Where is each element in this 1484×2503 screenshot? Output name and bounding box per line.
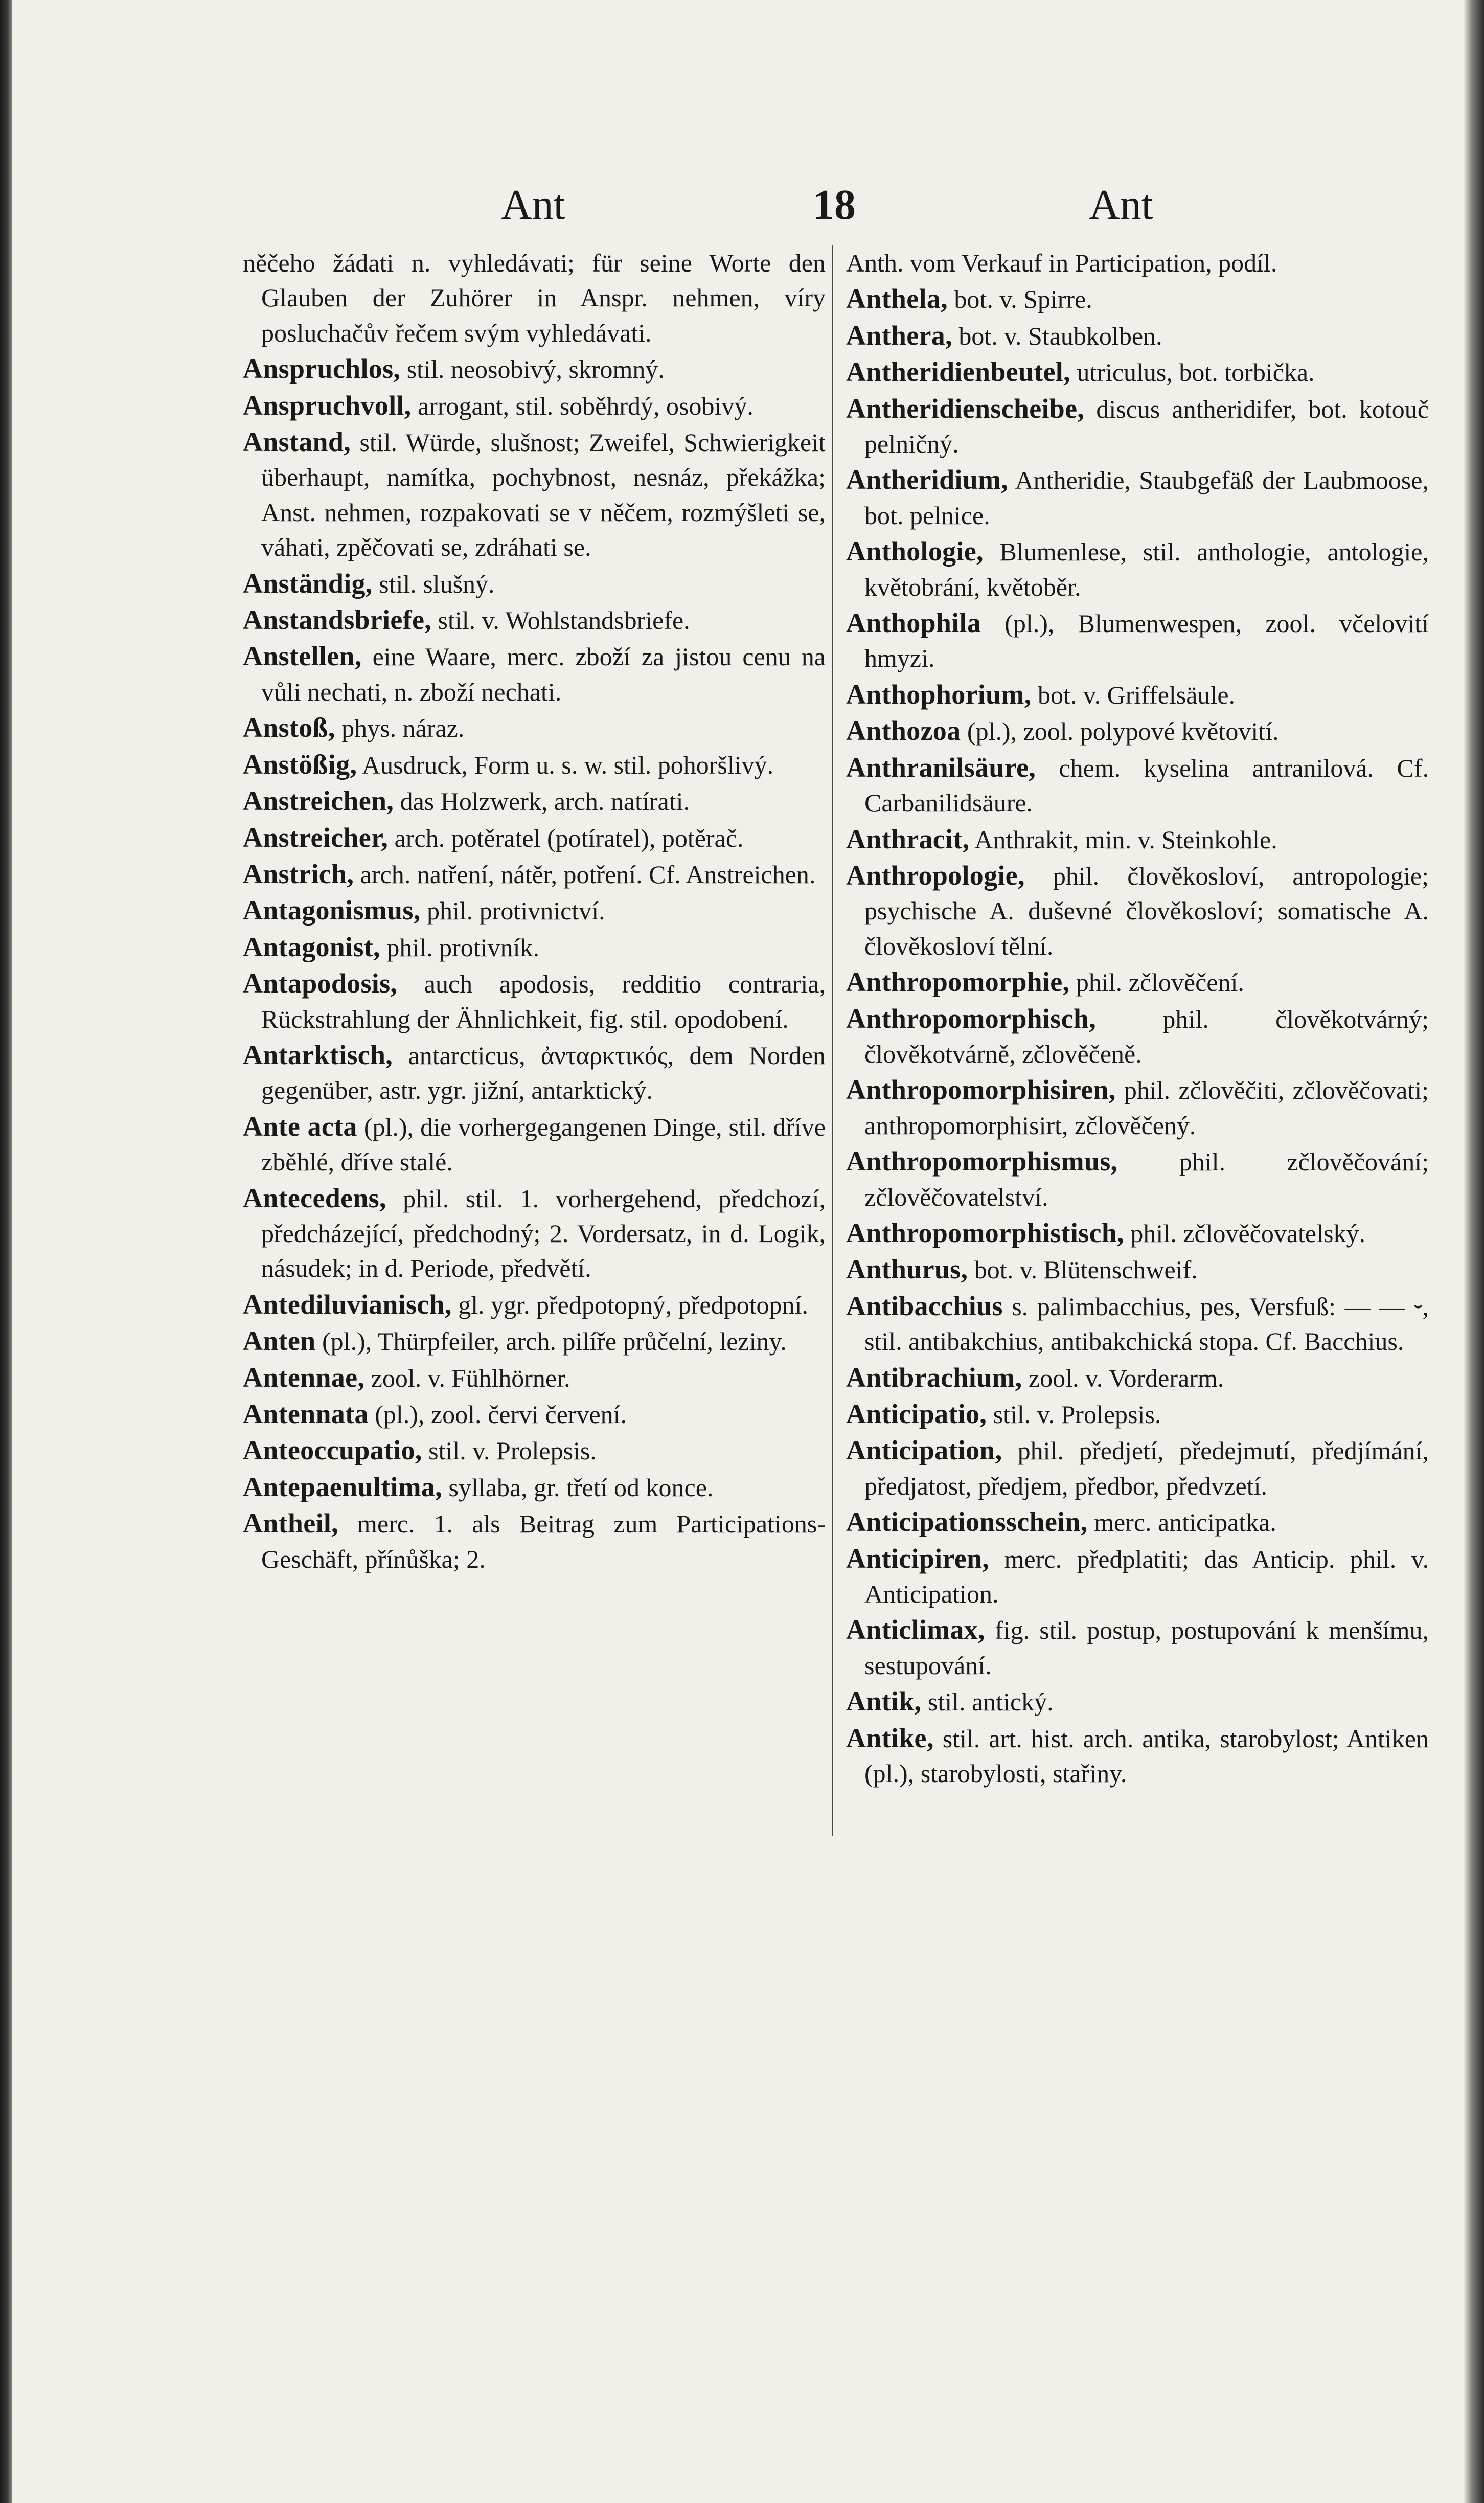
dictionary-entry xyxy=(846,1433,1429,1503)
entry-definition: phil. člověkosloví, antropologie; psychische A. duševné člověkosloví; somatische A. člověkosloví tělní. xyxy=(864,861,1429,960)
header-right-guideword: Ant xyxy=(1089,181,1153,229)
dictionary-entry xyxy=(846,822,1429,857)
dictionary-entry xyxy=(846,462,1429,533)
dictionary-entry xyxy=(243,1181,826,1286)
entry-headword: Anstößig, xyxy=(243,749,357,780)
entry-headword: Antennata xyxy=(243,1399,369,1429)
entry-definition: zool. v. Fühlhörner. xyxy=(371,1363,570,1392)
entry-headword: Anticipation, xyxy=(846,1435,1002,1466)
entry-headword: Anstrich, xyxy=(243,858,354,889)
dictionary-entry xyxy=(846,1001,1429,1072)
dictionary-entry xyxy=(846,1072,1429,1143)
dictionary-entry xyxy=(243,1109,826,1180)
entry-definition: Ausdruck, Form u. s. w. stil. pohoršlivý. xyxy=(362,750,774,779)
dictionary-entry xyxy=(243,1360,826,1395)
dictionary-entry xyxy=(243,639,826,709)
dictionary-entry xyxy=(846,1504,1429,1540)
entry-definition: eine Waare, merc. zboží za jistou cenu na vůli nechati, n. zboží nechati. xyxy=(261,642,826,706)
dictionary-entry xyxy=(243,856,826,892)
entry-headword: Anstreichen, xyxy=(243,785,394,817)
entry-headword: Antapodosis, xyxy=(243,968,398,999)
entry-definition: (pl.), die vorhergegangenen Dinge, stil. dříve zběhlé, dříve stalé. xyxy=(261,1112,826,1177)
entry-definition: (pl.), zool. polypové květovití. xyxy=(967,717,1279,746)
entry-definition: stil. art. hist. arch. antika, starobylost; Antiken (pl.), starobylosti, stařiny. xyxy=(864,1724,1429,1788)
dictionary-entry xyxy=(243,1506,826,1576)
dictionary-entry xyxy=(846,858,1429,963)
entry-headword: Anthera, xyxy=(846,320,952,351)
entry-definition: phil. zčlověčovatelský. xyxy=(1130,1219,1365,1248)
entry-definition: (pl.), zool. červi červení. xyxy=(375,1400,627,1429)
column-divider xyxy=(832,245,833,1836)
dictionary-entry xyxy=(243,245,826,350)
entry-definition: stil. v. Prolepsis. xyxy=(993,1400,1161,1429)
entry-definition: stil. neosobivý, skromný. xyxy=(406,355,665,384)
entry-headword: Antennae, xyxy=(243,1362,365,1393)
dictionary-entry xyxy=(846,677,1429,712)
dictionary-entry xyxy=(846,1289,1429,1359)
dictionary-entry xyxy=(846,1684,1429,1719)
entry-headword: Antediluvianisch, xyxy=(243,1289,452,1320)
entry-definition: Anth. vom Verkauf in Participation, podíl. xyxy=(846,249,1277,277)
entry-headword: Anthophila xyxy=(846,607,981,639)
entry-headword: Antagonist, xyxy=(243,931,380,962)
entry-headword: Anstellen, xyxy=(243,641,362,672)
entry-headword: Antik, xyxy=(846,1686,922,1717)
entry-definition: arrogant, stil. soběhrdý, osobivý. xyxy=(417,391,754,420)
dictionary-entry xyxy=(846,281,1429,317)
entry-definition: bot. v. Staubkolben. xyxy=(958,321,1162,350)
dictionary-entry xyxy=(243,1323,826,1359)
dictionary-entry xyxy=(846,964,1429,1000)
dictionary-entry xyxy=(846,1612,1429,1683)
entry-headword: Anten xyxy=(243,1325,316,1357)
dictionary-entry xyxy=(846,1215,1429,1251)
dictionary-entry xyxy=(243,893,826,928)
entry-definition: phil. protivník. xyxy=(386,933,539,962)
entry-definition: bot. v. Blütenschweif. xyxy=(974,1255,1198,1284)
entry-definition: phil. zčlověčování; zčlověčovatelství. xyxy=(864,1147,1429,1211)
entry-headword: Antarktisch, xyxy=(243,1039,393,1070)
entry-headword: Anspruchlos, xyxy=(243,353,401,385)
dictionary-entry xyxy=(846,534,1429,604)
dictionary-entry xyxy=(243,710,826,746)
entry-headword: Antheridienscheibe, xyxy=(846,393,1085,424)
entry-definition: gl. ygr. předpotopný, předpotopní. xyxy=(458,1290,808,1319)
entry-definition: chem. kyselina antranilová. Cf. Carbanilidsäure. xyxy=(864,753,1429,818)
entry-headword: Anthropologie, xyxy=(846,860,1025,891)
entry-definition: něčeho žádati n. vyhledávati; für seine Worte den Glauben der Zuhörer in Anspr. nehmen, víry posluchačův řečem svým vyhledávati. xyxy=(243,249,826,347)
entry-definition: stil. v. Wohlstandsbriefe. xyxy=(438,606,690,635)
header-left-guideword: Ant xyxy=(501,181,565,229)
page-number: 18 xyxy=(813,181,856,229)
entry-headword: Antike, xyxy=(846,1722,934,1753)
entry-definition: discus antheridifer, bot. kotouč pelničný. xyxy=(864,394,1429,459)
dictionary-entry xyxy=(846,605,1429,676)
entry-definition: merc. předplatiti; das Anticip. phil. v. Anticipation. xyxy=(864,1544,1429,1609)
entry-definition: merc. 1. als Beitrag zum Participations-Geschäft, přínůška; 2. xyxy=(261,1509,826,1573)
entry-headword: Anthropomorphie, xyxy=(846,966,1070,998)
entry-definition: bot. v. Spirre. xyxy=(954,285,1092,314)
entry-headword: Antibrachium, xyxy=(846,1362,1022,1393)
entry-definition: zool. v. Vorderarm. xyxy=(1028,1363,1224,1392)
entry-headword: Anticlimax, xyxy=(846,1614,985,1645)
dictionary-entry xyxy=(243,783,826,819)
entry-headword: Anthranilsäure, xyxy=(846,752,1036,783)
entry-headword: Anticipatio, xyxy=(846,1399,987,1429)
entry-definition: das Holzwerk, arch. natírati. xyxy=(400,787,690,816)
entry-headword: Antecedens, xyxy=(243,1182,386,1213)
entry-definition: Antheridie, Staubgefäß der Laubmoose, bot. pelnice. xyxy=(864,466,1429,530)
dictionary-entry xyxy=(243,566,826,601)
dictionary-entry xyxy=(243,1287,826,1322)
entry-headword: Anthophorium, xyxy=(846,679,1032,710)
entry-headword: Antheil, xyxy=(243,1508,338,1539)
dictionary-entry xyxy=(243,1470,826,1505)
dictionary-entry xyxy=(243,747,826,782)
dictionary-entry xyxy=(846,1360,1429,1395)
entry-headword: Antagonismus, xyxy=(243,895,421,926)
entry-headword: Anticipiren, xyxy=(846,1543,990,1574)
entry-definition: (pl.), Blumenwespen, zool. včelovití hmyzi. xyxy=(864,609,1429,673)
dictionary-entry xyxy=(243,602,826,638)
dictionary-entry xyxy=(243,424,826,565)
dictionary-entry xyxy=(846,318,1429,353)
dictionary-entry xyxy=(243,1433,826,1468)
entry-definition: fig. stil. postup, postupování k menšímu, sestupování. xyxy=(864,1616,1429,1680)
entry-definition: phil. zčlověčení. xyxy=(1076,968,1244,997)
dictionary-entry xyxy=(243,1396,826,1432)
dictionary-entry xyxy=(846,1721,1429,1791)
entry-headword: Anstand, xyxy=(243,426,351,458)
entry-headword: Anthurus, xyxy=(846,1254,968,1285)
entry-definition: merc. anticipatka. xyxy=(1094,1508,1276,1537)
dictionary-entry xyxy=(243,966,826,1036)
entry-headword: Anthela, xyxy=(846,283,948,314)
entry-definition: antarcticus, ἀνταρκτικός, dem Norden gegenüber, astr. ygr. jižní, antarktický. xyxy=(261,1041,826,1105)
entry-headword: Anstandsbriefe, xyxy=(243,604,432,636)
dictionary-entry xyxy=(243,930,826,965)
entry-definition: syllaba, gr. třetí od konce. xyxy=(448,1473,714,1502)
entry-headword: Antheridienbeutel, xyxy=(846,356,1070,388)
dictionary-entry xyxy=(243,820,826,855)
entry-definition: Blumenlese, stil. anthologie, antologie, květobrání, květoběr. xyxy=(864,537,1429,601)
entry-definition: arch. natření, nátěr, potření. Cf. Anstreichen. xyxy=(360,860,816,889)
entry-headword: Anthropomorphisiren, xyxy=(846,1074,1116,1106)
right-column xyxy=(846,245,1429,1792)
entry-headword: Anticipationsschein, xyxy=(846,1506,1088,1538)
entry-headword: Anstreicher, xyxy=(243,822,389,853)
entry-definition: phys. náraz. xyxy=(341,714,465,743)
entry-definition: arch. potěratel (potíratel), potěrač. xyxy=(394,823,744,852)
entry-definition: stil. Würde, slušnost; Zweifel, Schwierigkeit überhaupt, namítka, pochybnost, nesnáz, překážka; Anst. nehmen, rozpakovati se v něčem, rozmýšleti se, váhati, zpěčovati se, zdráhati se. xyxy=(261,428,826,562)
entry-definition: phil. zčlověčiti, zčlověčovati; anthropomorphisirt, zčlověčený. xyxy=(864,1076,1429,1140)
entry-headword: Anthologie, xyxy=(846,536,984,567)
dictionary-entry xyxy=(846,750,1429,821)
entry-definition: s. palimbacchius, pes, Versfuß: — — ⏑, stil. antibakchius, antibakchická stopa. Cf. Bacchius. xyxy=(864,1292,1429,1356)
dictionary-entry xyxy=(846,391,1429,462)
entry-definition: phil. člověkotvárný; člověkotvárně, zčlověčeně. xyxy=(864,1004,1429,1068)
entry-definition: auch apodosis, redditio contraria, Rückstrahlung der Ähnlichkeit, fig. stil. opodobení. xyxy=(261,969,826,1033)
dictionary-entry xyxy=(846,1252,1429,1287)
dictionary-entry xyxy=(846,1541,1429,1612)
dictionary-entry xyxy=(243,388,826,423)
entry-headword: Antepaenultima, xyxy=(243,1471,443,1502)
entry-definition: phil. protivnictví. xyxy=(427,896,605,926)
page-edge-shadow xyxy=(1464,0,1484,2503)
left-column xyxy=(243,245,826,1577)
entry-headword: Anteoccupatio, xyxy=(243,1435,422,1466)
entry-definition: stil. antický. xyxy=(927,1687,1054,1717)
dictionary-entry xyxy=(846,245,1429,280)
entry-headword: Anthracit, xyxy=(846,823,970,854)
entry-definition: bot. v. Griffelsäule. xyxy=(1038,680,1236,709)
entry-headword: Anspruchvoll, xyxy=(243,390,412,421)
entry-headword: Ante acta xyxy=(243,1111,357,1142)
dictionary-entry xyxy=(243,1038,826,1108)
entry-headword: Anstoß, xyxy=(243,712,335,743)
dictionary-entry xyxy=(243,351,826,387)
entry-headword: Anständig, xyxy=(243,568,373,599)
page-header xyxy=(240,180,1217,236)
book-spine-shadow xyxy=(0,0,12,2503)
entry-headword: Antheridium, xyxy=(846,464,1009,495)
entry-definition: (pl.), Thürpfeiler, arch. pilíře průčelní, leziny. xyxy=(322,1327,787,1356)
entry-definition: stil. v. Prolepsis. xyxy=(428,1436,597,1465)
entry-headword: Anthropomorphistisch, xyxy=(846,1217,1124,1248)
entry-headword: Antibacchius xyxy=(846,1290,1003,1321)
entry-definition: utriculus, bot. torbička. xyxy=(1077,358,1315,387)
entry-definition: Anthrakit, min. v. Steinkohle. xyxy=(974,825,1277,854)
entry-headword: Anthozoa xyxy=(846,715,961,747)
dictionary-entry xyxy=(846,1396,1429,1432)
entry-definition: phil. stil. 1. vorhergehend, předchozí, předcházející, předchodný; 2. Vordersatz, in d. Logik, násudek; in d. Periode, předvětí. xyxy=(261,1184,826,1283)
entry-headword: Anthropomorphisch, xyxy=(846,1003,1097,1034)
entry-definition: phil. předjetí, předejmutí, předjímání, předjatost, předjem, předbor, předvzetí. xyxy=(864,1436,1429,1500)
entry-headword: Anthropomorphismus, xyxy=(846,1146,1118,1177)
dictionary-entry xyxy=(846,713,1429,749)
dictionary-entry xyxy=(846,354,1429,390)
entry-definition: stil. slušný. xyxy=(379,569,495,598)
dictionary-entry xyxy=(846,1144,1429,1214)
